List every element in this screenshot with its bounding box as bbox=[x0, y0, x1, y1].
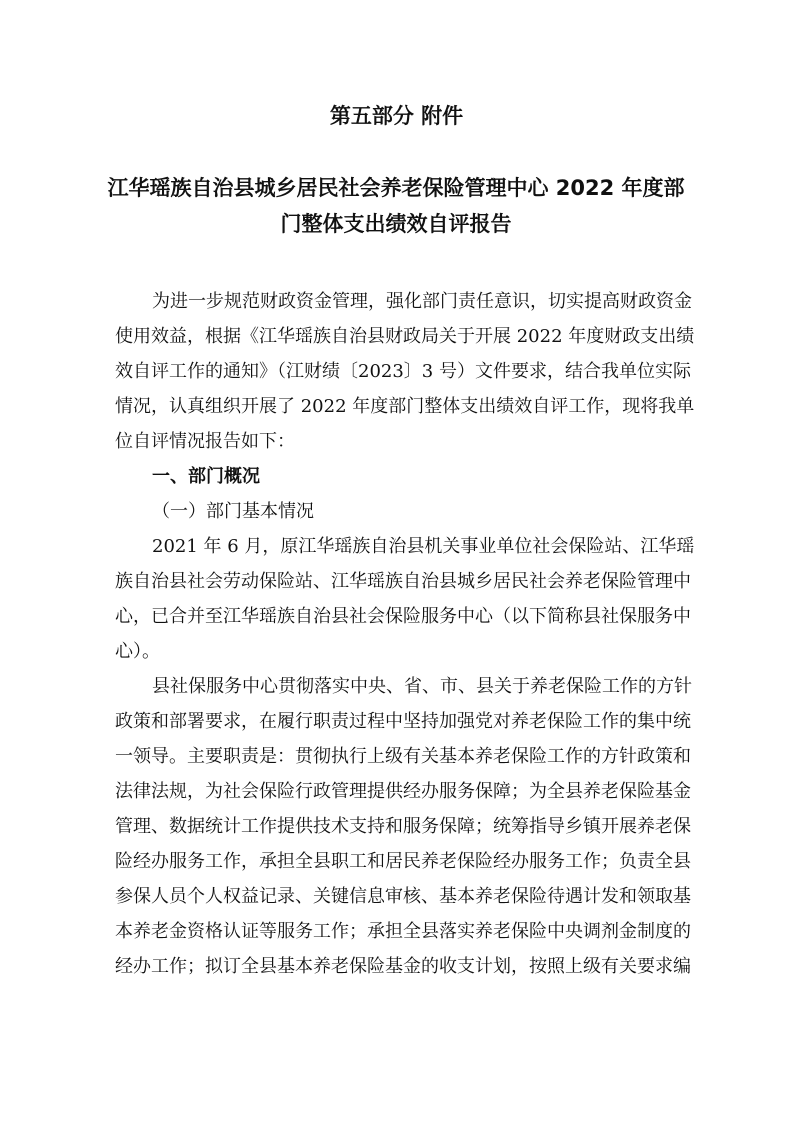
text-line: 经办工作；拟订全县基本养老保险基金的收支计划，按照上级有关要求编 bbox=[115, 956, 691, 977]
paragraph-duties bbox=[115, 669, 697, 984]
section-title: 第五部分 附件 bbox=[329, 104, 464, 128]
document-title-line-2: 门整体支出绩效自评报告 bbox=[280, 212, 512, 236]
text-line: 位自评情况报告如下： bbox=[115, 431, 295, 452]
text-line: 族自治县社会劳动保险站、江华瑶族自治县城乡居民社会养老保险管理中 bbox=[115, 571, 691, 592]
document-body bbox=[115, 284, 697, 984]
text-line: 2021 年 6 月，原江华瑶族自治县机关事业单位社会保险站、江华瑶 bbox=[152, 536, 695, 557]
text-line: 心，已合并至江华瑶族自治县社会保险服务中心（以下简称县社保服务中 bbox=[115, 606, 691, 627]
section-heading: 一、部门概况 bbox=[152, 466, 260, 487]
text-line: 心）。 bbox=[115, 641, 160, 662]
text-line: 政策和部署要求，在履行职责过程中坚持加强党对养老保险工作的集中统 bbox=[115, 711, 691, 732]
text-line: 参保人员个人权益记录、关键信息审核、基本养老保险待遇计发和领取基 bbox=[115, 886, 691, 907]
text-line: 使用效益，根据《江华瑶族自治县财政局关于开展 2022 年度财政支出绩 bbox=[115, 326, 695, 347]
text-line: 为进一步规范财政资金管理，强化部门责任意识，切实提高财政资金 bbox=[152, 291, 692, 312]
document-title-line-1: 江华瑶族自治县城乡居民社会养老保险管理中心 2022 年度部 bbox=[107, 176, 685, 200]
text-line: 一领导。主要职责是：贯彻执行上级有关基本养老保险工作的方针政策和 bbox=[115, 746, 691, 767]
intro-paragraph bbox=[115, 284, 697, 459]
text-line: 情况，认真组织开展了 2022 年度部门整体支出绩效自评工作，现将我单 bbox=[115, 396, 695, 417]
text-line: 险经办服务工作，承担全县职工和居民养老保险经办服务工作；负责全县 bbox=[115, 851, 691, 872]
document-title bbox=[100, 170, 692, 242]
text-line: 管理、数据统计工作提供技术支持和服务保障；统筹指导乡镇开展养老保 bbox=[115, 816, 691, 837]
text-line: 县社保服务中心贯彻落实中央、省、市、县关于养老保险工作的方针 bbox=[152, 676, 692, 697]
text-line: 法律法规，为社会保险行政管理提供经办服务保障；为全县养老保险基金 bbox=[115, 781, 691, 802]
text-line: 效自评工作的通知》（江财绩〔2023〕3 号）文件要求，结合我单位实际 bbox=[115, 361, 691, 382]
paragraph-history bbox=[115, 529, 697, 669]
subsection-heading: （一）部门基本情况 bbox=[152, 501, 314, 522]
text-line: 本养老金资格认证等服务工作；承担全县落实养老保险中央调剂金制度的 bbox=[115, 921, 691, 942]
